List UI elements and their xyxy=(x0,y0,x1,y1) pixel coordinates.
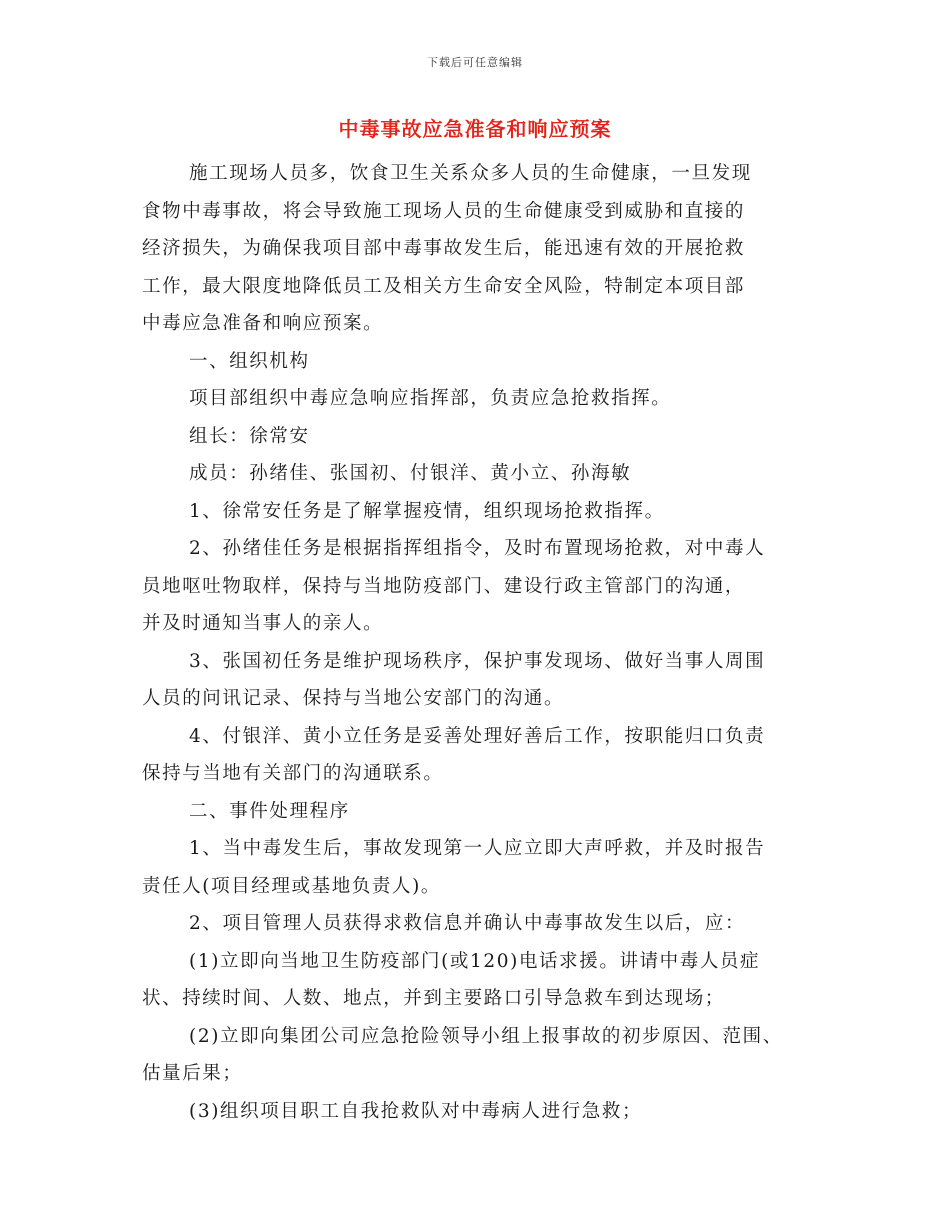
document-body xyxy=(142,155,822,1130)
paragraph-line: 二、事件处理程序 xyxy=(189,800,350,822)
paragraph-line: 1、徐常安任务是了解掌握疫情，组织现场抢救指挥。 xyxy=(189,500,665,522)
paragraph-line: (3)组织项目职工自我抢救队对中毒病人进行急救； xyxy=(189,1100,643,1122)
paragraph-line: 项目部组织中毒应急响应指挥部，负责应急抢救指挥。 xyxy=(189,388,672,409)
paragraph-line: 工作，最大限度地降低员工及相关方生命安全风险，特制定本项目部 xyxy=(142,275,746,297)
paragraph-line: 3、张国初任务是维护现场秩序，保护事发现场、做好当事人周围 xyxy=(189,650,766,672)
paragraph-line: 2、孙绪佳任务是根据指挥组指令，及时布置现场抢救，对中毒人 xyxy=(189,538,766,559)
paragraph-line: 责任人(项目经理或基地负责人)。 xyxy=(142,875,442,897)
paragraph-line: 员地呕吐物取样，保持与当地防疫部门、建设行政主管部门的沟通， xyxy=(142,575,746,597)
paragraph-line: (1)立即向当地卫生防疫部门(或120)电话求援。讲请中毒人员症 xyxy=(189,950,761,972)
paragraph-line: 保持与当地有关部门的沟通联系。 xyxy=(142,763,444,784)
paragraph-line: 4、付银洋、黄小立任务是妥善处理好善后工作，按职能归口负责 xyxy=(189,725,766,747)
paragraph-line: 估量后果； xyxy=(142,1063,243,1084)
paragraph-line: 一、组织机构 xyxy=(189,350,310,372)
paragraph-line: 中毒应急准备和响应预案。 xyxy=(142,313,384,334)
paragraph-line: 人员的问讯记录、保持与当地公安部门的沟通。 xyxy=(142,688,565,709)
paragraph-line: 组长：徐常安 xyxy=(189,425,310,447)
paragraph-line: 1、当中毒发生后，事故发现第一人应立即大声呼救，并及时报告 xyxy=(189,838,766,859)
paragraph-line: 成员：孙绪佳、张国初、付银洋、黄小立、孙海敏 xyxy=(189,463,632,484)
paragraph-line: 2、项目管理人员获得求救信息并确认中毒事故发生以后，应： xyxy=(189,913,746,934)
paragraph-line: 施工现场人员多，饮食卫生关系众多人员的生命健康，一旦发现 xyxy=(189,163,752,184)
paragraph-line: (2)立即向集团公司应急抢险领导小组上报事故的初步原因、范围、 xyxy=(189,1025,783,1047)
document-title: 中毒事故应急准备和响应预案 xyxy=(338,117,612,141)
header-note: 下载后可任意编辑 xyxy=(427,56,523,69)
paragraph-line: 经济损失，为确保我项目部中毒事故发生后，能迅速有效的开展抢救 xyxy=(142,238,746,259)
paragraph-line: 并及时通知当事人的亲人。 xyxy=(142,613,384,634)
paragraph-line: 状、持续时间、人数、地点，并到主要路口引导急救车到达现场； xyxy=(142,988,725,1009)
paragraph-line: 食物中毒事故，将会导致施工现场人员的生命健康受到威胁和直接的 xyxy=(142,200,746,222)
